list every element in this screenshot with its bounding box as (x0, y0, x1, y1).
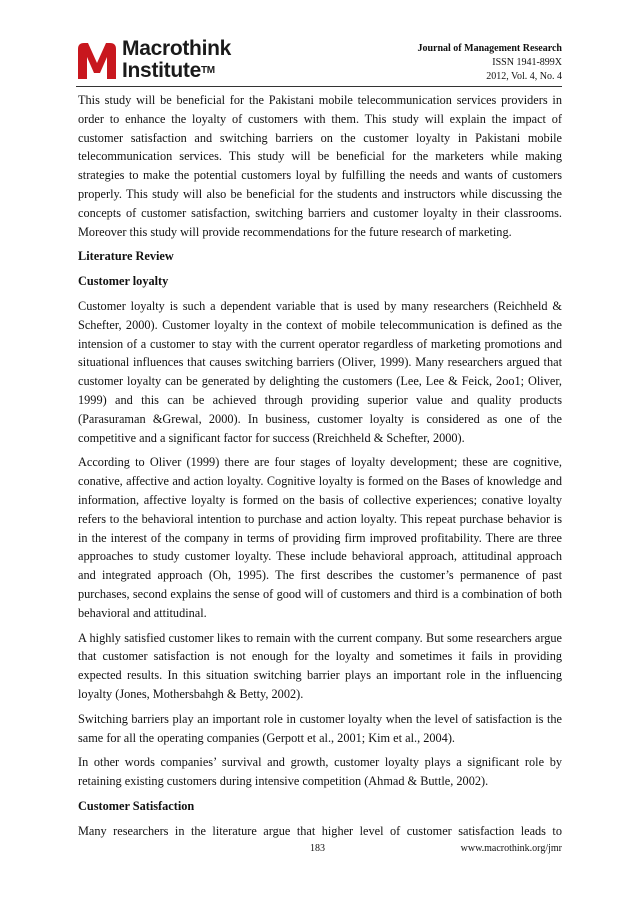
journal-info (417, 42, 562, 84)
heading-customer-satisfaction: Customer Satisfaction (78, 798, 195, 813)
article-body (78, 91, 562, 846)
paragraph-satisfied-customer: A highly satisfied customer likes to remain with the current company. But some researchers argue that customer satisfaction is not enough for the loyalty and sometimes it fails in providing expected results. In this situation switching barrier plays an important role in the influencing loyalty (Jones, Mothersbahgh & Betty, 2002). (78, 630, 562, 701)
logo-line2-text: Institute (122, 59, 201, 82)
paragraph-switching-barriers: Switching barriers play an important role in customer loyalty when the level of satisfaction is the same for all the operating companies (Gerpott et al., 2001; Kim et al., 2004). (78, 711, 562, 745)
journal-website-link[interactable]: www.macrothink.org/jmr (460, 843, 562, 854)
journal-issn: ISSN 1941-899X (492, 57, 562, 68)
logo-line1: Macrothink (122, 37, 232, 60)
paragraph-loyalty-stages: According to Oliver (1999) there are four stages of loyalty development; these are cognitive, conative, affective and action loyalty. Cognitive loyalty is formed on the Bases of knowledge and information, affective loyalty is formed on the basis of collective experiences; conative loyalty refers to the behavioral intention to purchase and action loyalty. This repeat purchase behavior is in the interest of the company in terms of providing firm improved profitability. There are three approaches to study customer loyalty. These include behavioral approach, attitudinal approach and integrated approach (Oh, 1995). The first describes the customer’s permanence of past purchases, second explains the sense of good will of customers and third is a combination of both behavioral and attitudinal. (78, 455, 562, 620)
journal-title: Journal of Management Research (417, 43, 562, 54)
header-divider (76, 86, 562, 87)
paragraph-intro: This study will be beneficial for the Pakistani mobile telecommunication services providers in order to enhance the loyalty of customers with them. This study will explain the impact of customer satisfaction and switching barriers on the customer loyalty in Pakistani mobile telecommunication services. This study will be beneficial for the marketers while making strategies to make the potential customers loyal by fulfilling the needs and wants of customers properly. This study will also be beneficial for the students and instructors while discussing the concepts of customer satisfaction, switching barriers and customer loyalty in their classrooms. Moreover this study will provide recommendations for the future research of marketing. (78, 93, 562, 239)
logo-line2 (122, 60, 231, 82)
logo-wordmark (122, 38, 231, 82)
paragraph-satisfaction-start: Many researchers in the literature argue that higher level of customer satisfaction leads to (78, 823, 562, 838)
publisher-logo (76, 38, 296, 84)
paragraph-survival-growth: In other words companies’ survival and growth, customer loyalty plays a significant role by retaining existing customers during intensive competition (Ahmad & Buttle, 2002). (78, 755, 562, 789)
heading-literature-review: Literature Review (78, 249, 174, 264)
heading-customer-loyalty: Customer loyalty (78, 274, 169, 289)
logo-trademark: TM (200, 65, 215, 76)
page-number: 183 (310, 843, 325, 854)
journal-volume: 2012, Vol. 4, No. 4 (486, 71, 562, 82)
macrothink-logo-icon (76, 41, 118, 81)
paragraph-loyalty-definition: Customer loyalty is such a dependent variable that is used by many researchers (Reichheld & Schefter, 2000). Customer loyalty in the context of mobile telecommunication is defined as the intension of a customer to stay with the current operator regardless of marketing promotions and situational influences that causes switching barriers (Oliver, 1999). Many researchers argued that customer loyalty can be generated by delighting the customers (Lee, Lee & Feick, 2oo1; Oliver, 1999) and this can be achieved through providing superior value and quality products (Parasuraman &Grewal, 2000). In business, customer loyalty is considered as one of the competitive and a significant factor for success (Rreichheld & Schefter, 2000). (78, 298, 562, 445)
